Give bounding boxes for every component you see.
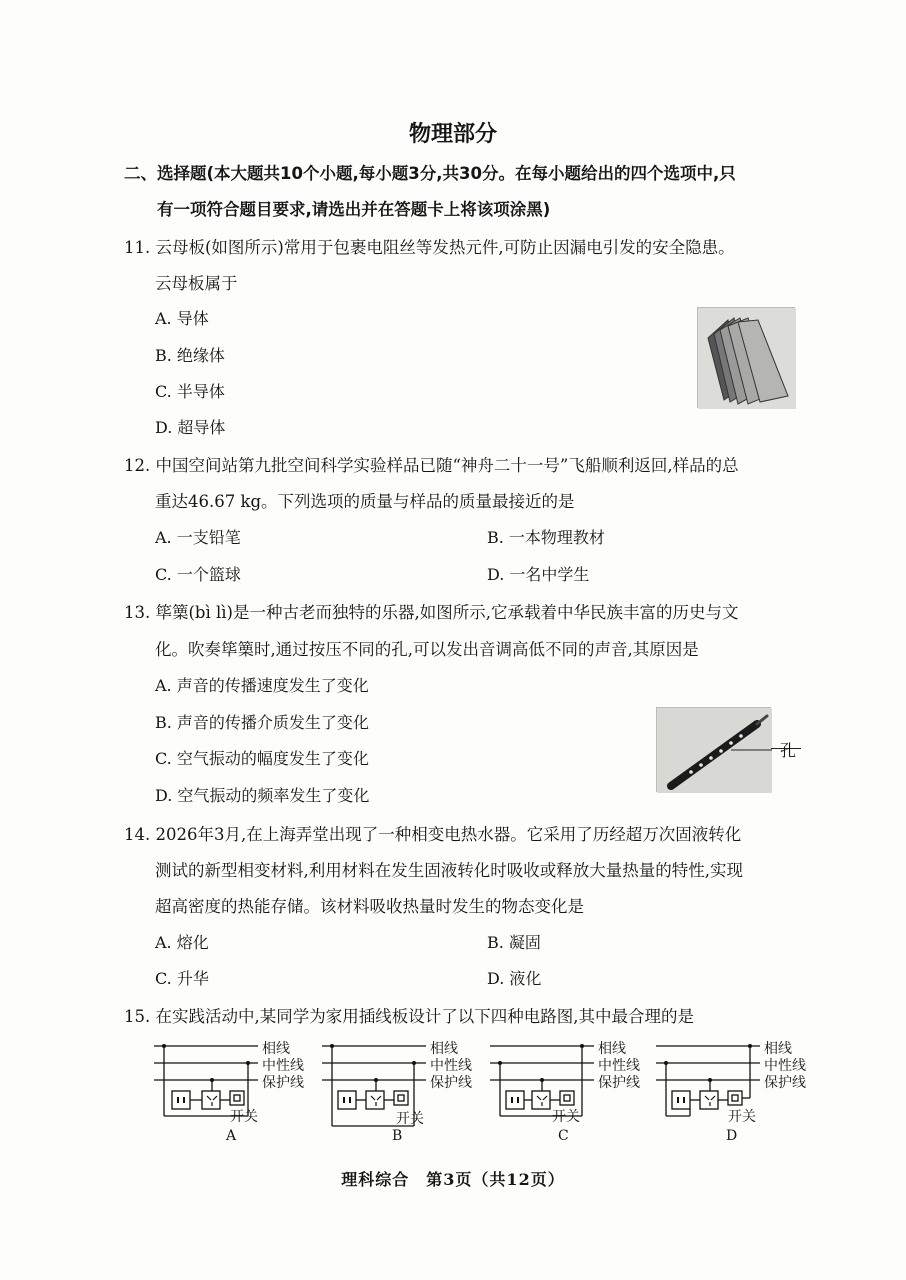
circuit-a-neutral-label: 中性线 — [262, 1058, 304, 1074]
circuit-diagram-a — [150, 1036, 315, 1148]
q11-option-c: C. 半导体 — [155, 382, 225, 401]
section-title: 物理部分 — [408, 122, 497, 147]
circuit-diagram-c — [486, 1036, 651, 1148]
circuit-d-ground-label: 保护线 — [764, 1075, 806, 1091]
instructions-line-1: 二、选择题(本大题共10个小题,每小题3分,共30分。在每小题给出的四个选项中,只 — [124, 164, 736, 183]
q11-line-2: 云母板属于 — [155, 274, 238, 293]
q11-option-d: D. 超导体 — [155, 418, 226, 437]
q11-option-a: A. 导体 — [155, 309, 209, 328]
circuit-d-phase-label: 相线 — [764, 1041, 792, 1057]
circuit-a-phase-label: 相线 — [262, 1041, 290, 1057]
q12-option-b: B. 一本物理教材 — [487, 528, 605, 547]
q13-option-a: A. 声音的传播速度发生了变化 — [155, 676, 369, 695]
circuit-diagram-b — [318, 1036, 483, 1148]
circuit-c-neutral-label: 中性线 — [598, 1058, 640, 1074]
instructions-line-2: 有一项符合题目要求,请选出并在答题卡上将该项涂黑) — [157, 200, 551, 219]
circuit-d-neutral-label: 中性线 — [764, 1058, 806, 1074]
q14-option-b: B. 凝固 — [487, 933, 541, 952]
q13-option-d: D. 空气振动的频率发生了变化 — [155, 786, 370, 805]
q14-option-d: D. 液化 — [487, 969, 542, 988]
q12-option-a: A. 一支铅笔 — [155, 528, 241, 547]
circuit-c-phase-label: 相线 — [598, 1041, 626, 1057]
circuit-c-letter: C — [558, 1128, 569, 1144]
circuit-d-letter: D — [726, 1128, 738, 1144]
q14-line-1: 14. 2026年3月,在上海弄堂出现了一种相变电热水器。它采用了历经超万次固液转化 — [124, 825, 742, 844]
q15-line-1: 15. 在实践活动中,某同学为家用插线板设计了以下四种电路图,其中最合理的是 — [124, 1007, 694, 1026]
circuit-c-ground-label: 保护线 — [598, 1075, 640, 1091]
q13-line-2: 化。吹奏筚篥时,通过按压不同的孔,可以发出音调高低不同的声音,其原因是 — [155, 640, 699, 659]
q14-option-a: A. 熔化 — [155, 933, 209, 952]
q11-option-b: B. 绝缘体 — [155, 346, 225, 365]
q14-option-c: C. 升华 — [155, 969, 209, 988]
q13-option-b: B. 声音的传播介质发生了变化 — [155, 713, 369, 732]
q11-line-1: 11. 云母板(如图所示)常用于包裹电阻丝等发热元件,可防止因漏电引发的安全隐患。 — [124, 238, 735, 257]
circuit-a-letter: A — [226, 1128, 237, 1144]
circuit-a-ground-label: 保护线 — [262, 1075, 304, 1091]
circuit-c-switch-label: 开关 — [552, 1109, 580, 1125]
q14-line-2: 测试的新型相变材料,利用材料在发生固液转化时吸收或释放大量热量的特性,实现 — [155, 861, 743, 880]
q12-option-d: D. 一名中学生 — [487, 565, 590, 584]
q12-line-1: 12. 中国空间站第九批空间科学实验样品已随“神舟二十一号”飞船顺利返回,样品的总 — [124, 456, 739, 475]
circuit-b-neutral-label: 中性线 — [430, 1058, 472, 1074]
hole-label: 孔 — [780, 741, 797, 760]
circuit-a-switch-label: 开关 — [230, 1109, 258, 1125]
mica-board-photo — [697, 307, 795, 408]
circuit-diagram-d — [652, 1036, 817, 1148]
circuit-b-ground-label: 保护线 — [430, 1075, 472, 1091]
bili-instrument-photo — [656, 707, 771, 792]
page-footer: 理科综合 第3页（共12页） — [341, 1170, 565, 1189]
circuit-b-phase-label: 相线 — [430, 1041, 458, 1057]
circuit-b-letter: B — [392, 1128, 403, 1144]
q12-option-c: C. 一个篮球 — [155, 565, 241, 584]
circuit-b-switch-label: 开关 — [396, 1111, 424, 1127]
q13-option-c: C. 空气振动的幅度发生了变化 — [155, 749, 369, 768]
q12-line-2: 重达46.67 kg。下列选项的质量与样品的质量最接近的是 — [155, 492, 575, 511]
q14-line-3: 超高密度的热能存储。该材料吸收热量时发生的物态变化是 — [155, 897, 584, 916]
q13-line-1: 13. 筚篥(bì lì)是一种古老而独特的乐器,如图所示,它承载着中华民族丰富的历史与文 — [124, 603, 739, 622]
circuit-d-switch-label: 开关 — [728, 1109, 756, 1125]
